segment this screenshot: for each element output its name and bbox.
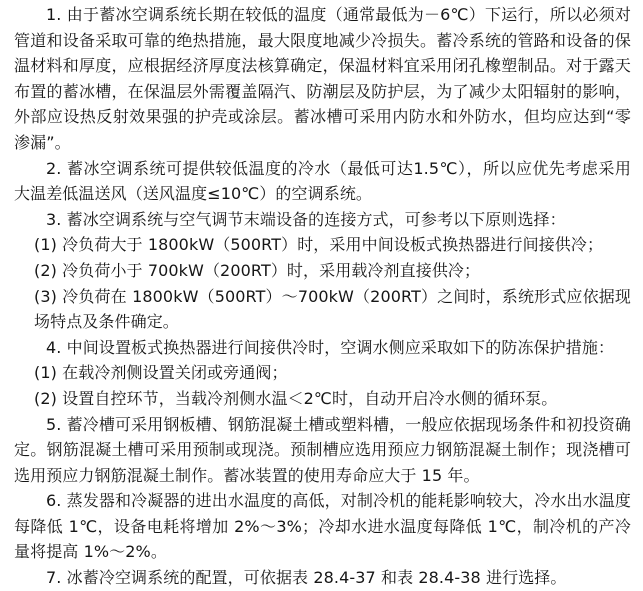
paragraph-3: 3. 蓄冰空调系统与空气调节末端设备的连接方式，可参考以下原则选择： <box>46 209 566 229</box>
paragraph-4-subitem-1: (1) 在载冷剂侧设置关闭或旁通阀； <box>34 363 288 383</box>
paragraph-1: 1. 由于蓄冰空调系统长期在较低的温度（通常最低为－6℃）下运行，所以必须对管道和设备采取可靠的绝热措施，最大限度地减少冷损失。蓄冷系统的管路和设备的保温材料和厚度，应根据经济厚度法核算确定，保温材料宜采用闭孔橡塑制品。对于露天布置的蓄冰槽，在保温层外需覆盖隔汽、防潮层及防护层，为了减少太阳辐射的影响，外部应设热反射效果强的护壳或涂层。蓄冰槽可采用内防水和外防水，但均应达到“零渗漏”。 <box>14 5 631 152</box>
paragraph-2: 2. 蓄冰空调系统可提供较低温度的冷水（最低可达1.5℃），所以应优先考虑采用大温差低温送风（送风温度≤10℃）的空调系统。 <box>14 158 631 204</box>
paragraph-3-subitem-1: (1) 冷负荷大于 1800kW（500RT）时，采用中间设板式换热器进行间接供冷； <box>34 235 604 255</box>
paragraph-6: 6. 蒸发器和冷凝器的进出水温度的高低，对制冷机的能耗影响较大，冷水出水温度每降低 1℃，设备电耗将增加 2%～3%；冷却水进水温度每降低 1℃，制冷机的产冷量将提高 1%～2%。 <box>14 491 631 562</box>
paragraph-4-subitem-2: (2) 设置自控环节，当载冷剂侧水温＜2℃时，自动开启冷水侧的循环泵。 <box>34 388 558 408</box>
paragraph-7: 7. 冰蓄冷空调系统的配置，可依据表 28.4-37 和表 28.4-38 进行选择。 <box>46 568 567 588</box>
paragraph-3-subitem-3: (3) 冷负荷在 1800kW（500RT）～700kW（200RT）之间时，系统形式应依据现场特点及条件确定。 <box>34 286 631 332</box>
paragraph-5: 5. 蓄冷槽可采用钢板槽、钢筋混凝土槽或塑料槽，一般应依据现场条件和初投资确定。钢筋混凝土槽可采用预制或现浇。预制槽应选用预应力钢筋混凝土制作；现浇槽可选用预应力钢筋混凝土制作。蓄冰装置的使用寿命应大于 15 年。 <box>14 414 631 485</box>
paragraph-3-subitem-2: (2) 冷负荷小于 700kW（200RT）时，采用载冷剂直接供冷； <box>34 260 481 280</box>
paragraph-4: 4. 中间设置板式换热器进行间接供冷时，空调水侧应采取如下的防冻保护措施： <box>46 337 615 357</box>
